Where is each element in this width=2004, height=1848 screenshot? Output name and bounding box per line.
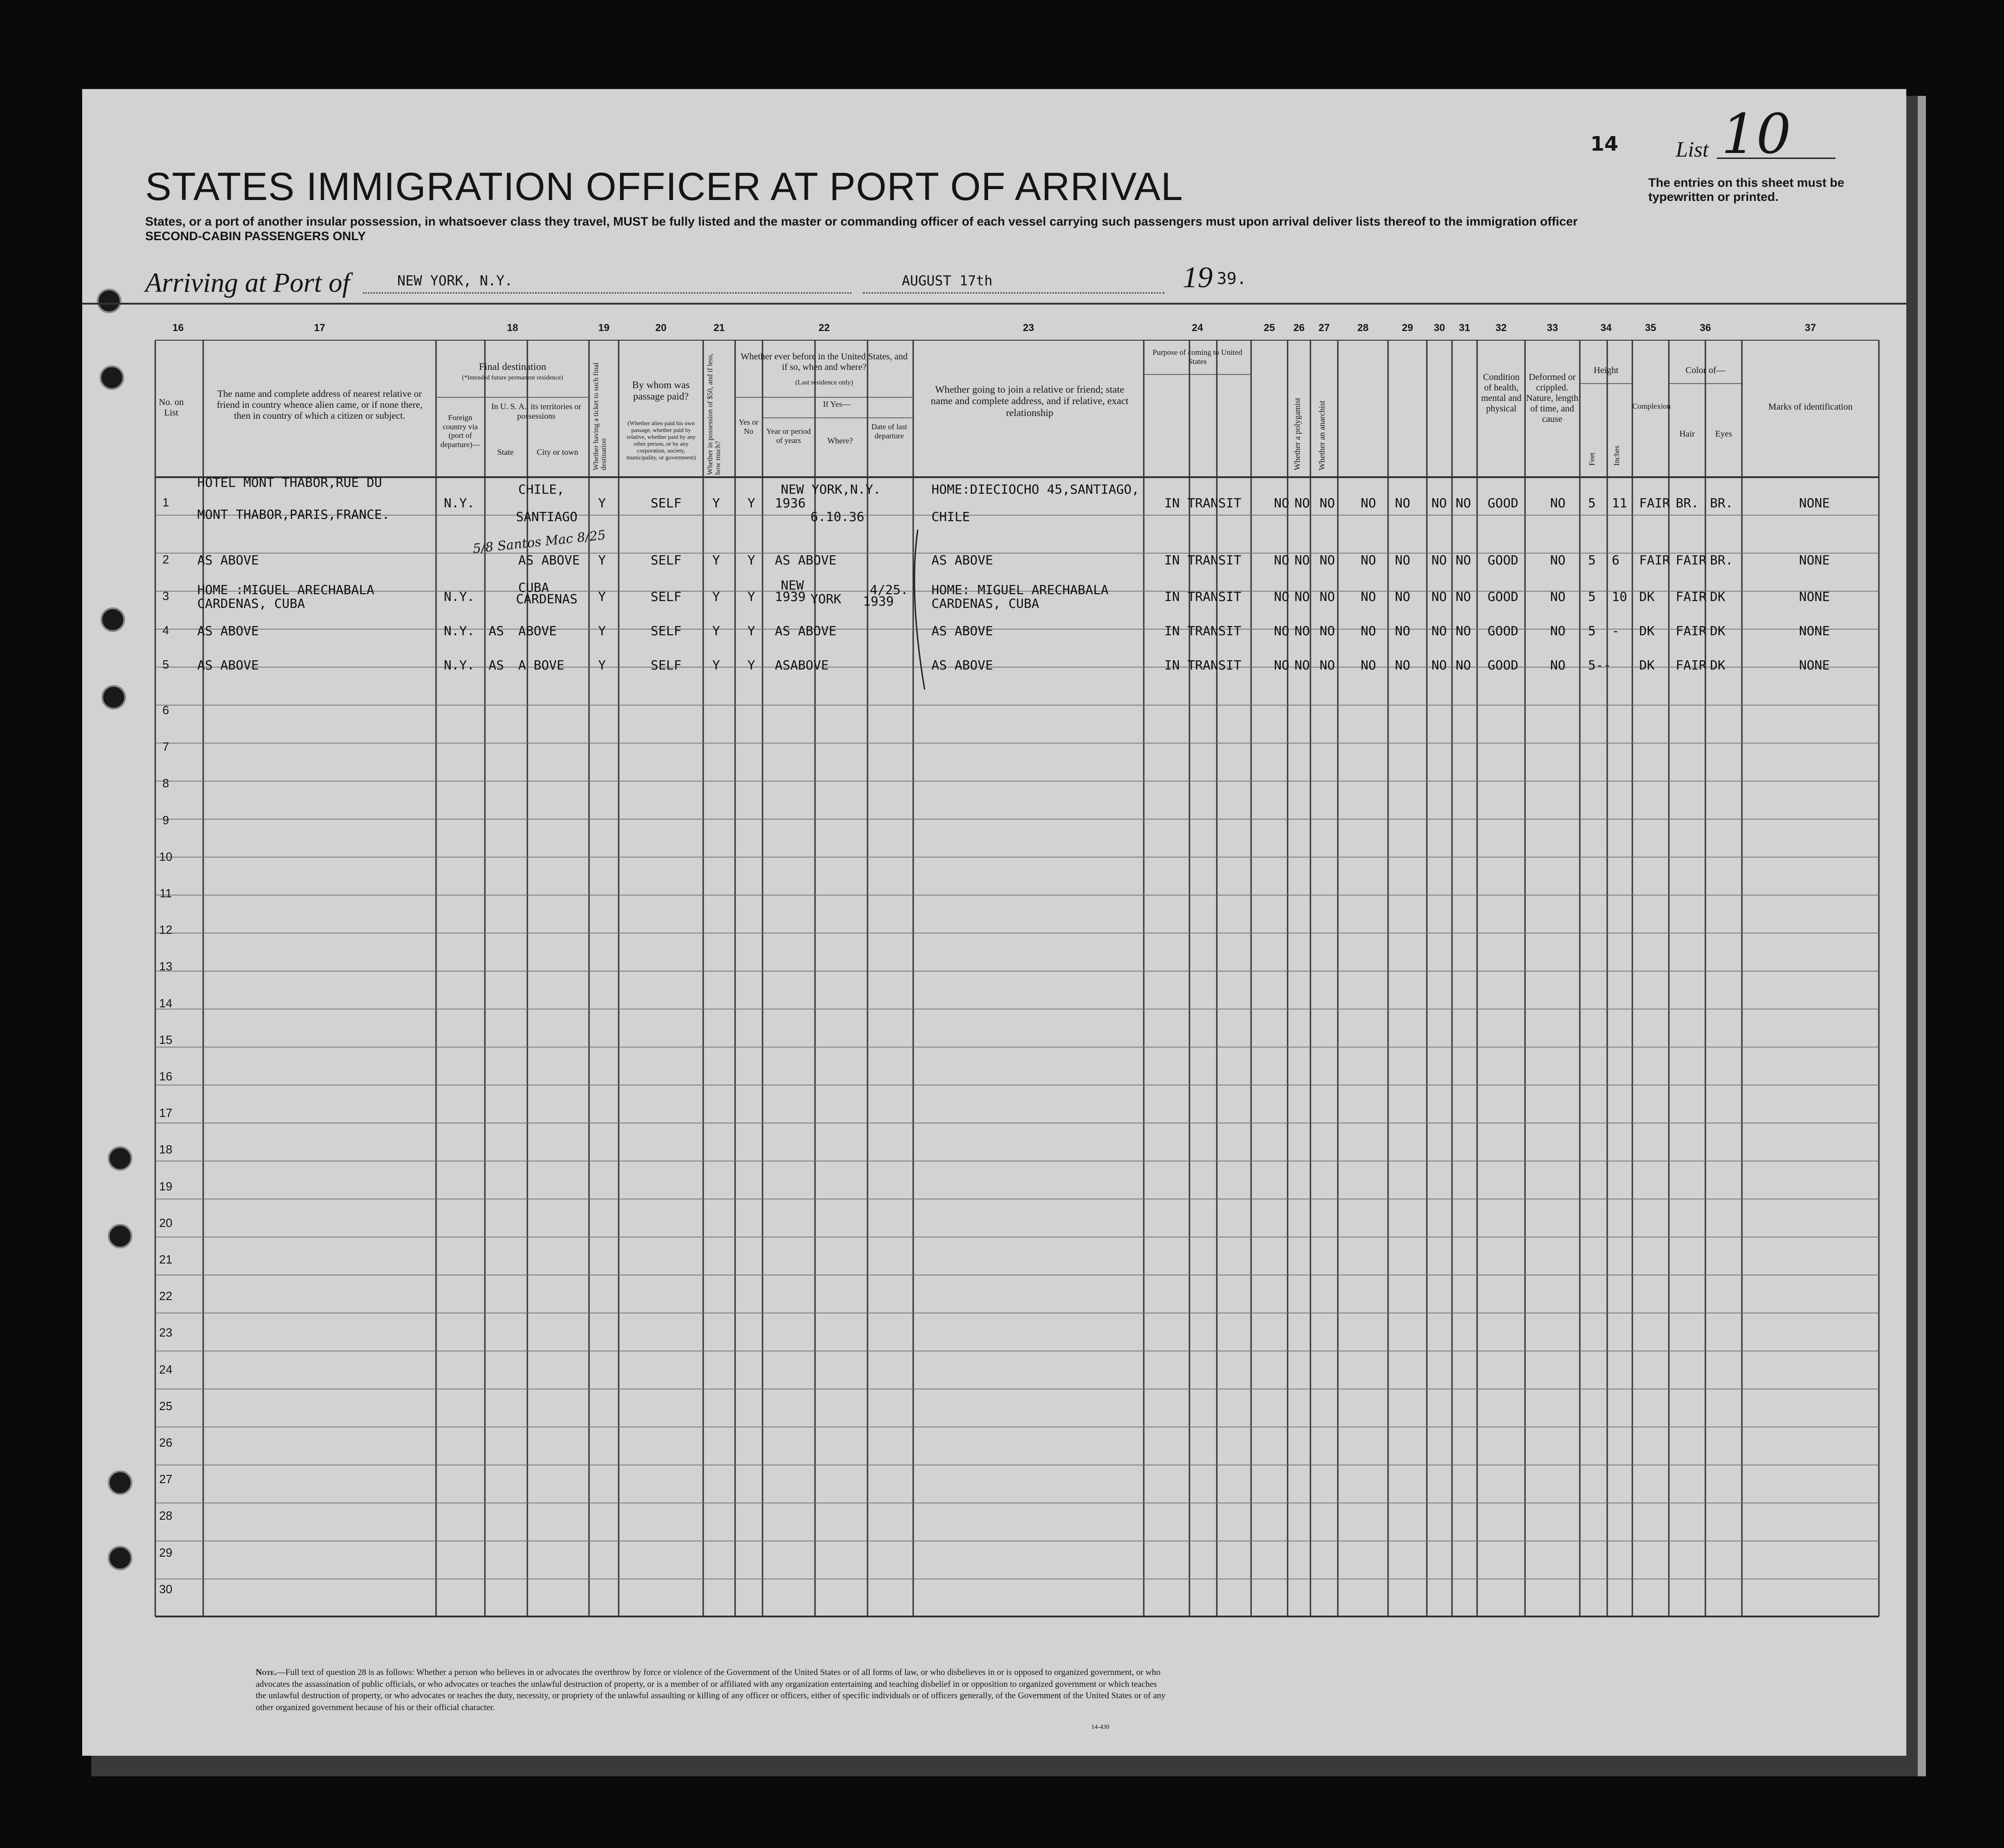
page-title: STATES IMMIGRATION OFFICER AT PORT OF ARRIVAL — [145, 165, 1183, 209]
cell-hair: FAIR — [1676, 589, 1707, 604]
cell-paid-by: SELF — [651, 589, 682, 604]
cell-q29: NO — [1395, 589, 1410, 604]
cell-relative-line1: HOME :MIGUEL ARECHABALA — [197, 582, 374, 597]
year-suffix: 39. — [1217, 269, 1247, 288]
row-number: 25 — [159, 1399, 173, 1413]
col-26: 26 — [1293, 322, 1305, 333]
col-33: 33 — [1546, 322, 1558, 333]
row-number: 16 — [159, 1069, 173, 1083]
cell-eyes: DK — [1710, 623, 1725, 638]
cell-where-line2: YORK — [810, 591, 842, 606]
cell-purpose: IN TRANSIT — [1164, 623, 1241, 638]
cell-relative-line2: CARDENAS, CUBA — [197, 596, 305, 611]
cell-health: GOOD — [1488, 553, 1519, 568]
cell-marks: NONE — [1799, 658, 1830, 673]
hdr-last-residence: (Last residence only) — [795, 379, 853, 386]
cell-q29: NO — [1395, 553, 1410, 568]
cell-ever-before: Y — [747, 553, 755, 568]
col-27: 27 — [1318, 322, 1330, 333]
hdr-foreign-country: Foreign country via (port of departure)— — [440, 413, 480, 449]
hdr-passage-note: (Whether alien paid his own passage, whether paid by relative, whether paid by any other person, or by any corporation, society, municipality, or government) — [626, 420, 696, 461]
hdr-where: Where? — [827, 436, 853, 445]
cell-deformed: NO — [1550, 658, 1566, 673]
cell-has-50: Y — [712, 553, 720, 568]
bracket-mark — [915, 530, 925, 690]
cell-q31: NO — [1456, 589, 1471, 604]
cell-purpose: IN TRANSIT — [1164, 553, 1241, 568]
cell-ever-before: Y — [747, 658, 755, 673]
hdr-final-destination: Final destination — [479, 361, 547, 372]
cell-foreign: N.Y. — [444, 623, 475, 638]
cell-q31: NO — [1456, 623, 1471, 638]
col-16: 16 — [172, 322, 184, 333]
cell-health: GOOD — [1488, 495, 1519, 511]
col-28: 28 — [1357, 322, 1369, 333]
cell-inches: 11 — [1612, 495, 1627, 511]
col-17: 17 — [314, 322, 326, 333]
cell-ever-before: Y — [747, 623, 755, 638]
cell-complexion: DK — [1639, 589, 1655, 604]
cell-feet: 5 — [1588, 623, 1596, 638]
subtitle: States, or a port of another insular possession, in whatsoever class they travel, MUST be fully listed and the master or commanding officer of each vessel carrying such passengers must upon arrival deliver lists thereof to the immigration officer — [145, 215, 1578, 228]
cell-q25: NO — [1274, 589, 1289, 604]
hdr-joining-relative: Whether going to join a relative or friend; state name and complete address, and if relative, exact relationship — [931, 384, 1129, 418]
row-number: 29 — [159, 1545, 173, 1559]
cell-q25: NO — [1274, 623, 1289, 638]
cell-ticket: Y — [598, 589, 606, 604]
cell-q28: NO — [1361, 623, 1376, 638]
hdr-date-departure: Date of last departure — [871, 422, 907, 440]
row-number: 13 — [159, 959, 173, 974]
cell-paid-by: SELF — [651, 495, 682, 511]
cell-complexion: DK — [1639, 623, 1655, 638]
cell-paid-by: SELF — [651, 553, 682, 568]
row-number: 12 — [159, 923, 173, 937]
col-24: 24 — [1192, 322, 1203, 333]
hdr-possession-50: Whether in possession of $50, and if less, how much? — [706, 353, 722, 475]
cell-city-line2: CARDENAS — [516, 591, 578, 606]
cell-departure-line1: 4/25. — [870, 582, 909, 597]
cell-health: GOOD — [1488, 589, 1519, 604]
footnote-label: Note. — [256, 1668, 277, 1677]
arriving-label: Arriving at Port of — [145, 268, 350, 298]
hdr-inches: Inches — [1612, 445, 1621, 466]
list-label: List — [1676, 137, 1709, 162]
cell-where-line2: 6.10.36 — [810, 509, 865, 524]
cell-q30: NO — [1431, 623, 1447, 638]
cell-year: AS ABOVE — [775, 553, 836, 568]
row-number: 27 — [159, 1472, 173, 1486]
cell-q28: NO — [1361, 589, 1376, 604]
col-34: 34 — [1600, 322, 1612, 333]
hdr-yes-no: Yes or No — [738, 418, 759, 436]
cell-has-50: Y — [712, 589, 720, 604]
cell-marks: NONE — [1799, 589, 1830, 604]
cell-relative-line1: AS ABOVE — [197, 623, 259, 638]
footnote-text: —Full text of question 28 is as follows: Whether a person who believes in or advocates the overthrow by force or violence of the Government of the United States or of all forms of law, or who disbelieves in or is opposed to organized government, or who advocates the assassination of public officials, or who advocates or teaches the unlawful destruction of property, or is a member of or affiliated with any organization entertaining and teaching disbelief in or opposition to organized government or which teaches the unlawful destruction of property, or who advocates or teaches the duty, necessity, or propriety of the unlawful assaulting or killing of any officer or officers, either of specific individuals or of officers generally, of the Government of the United States or of any other organized government because of his or their official character. — [256, 1668, 1166, 1712]
cell-deformed: NO — [1550, 553, 1566, 568]
hdr-color-of: Color of— — [1685, 365, 1725, 375]
row-number: 26 — [159, 1436, 173, 1449]
col-35: 35 — [1645, 322, 1657, 333]
cell-deformed: NO — [1550, 623, 1566, 638]
cell-q25: NO — [1274, 553, 1289, 568]
cell-feet: 5-- — [1588, 658, 1611, 673]
hdr-ever-before: Whether ever before in the United States, and if so, when and where? — [741, 352, 908, 372]
cell-city-line2: SANTIAGO — [516, 509, 578, 524]
cell-complexion: FAIR — [1639, 495, 1670, 511]
cell-ticket: Y — [598, 553, 606, 568]
cell-q27: NO — [1320, 589, 1335, 604]
row-number: 30 — [159, 1582, 173, 1596]
entries-note: The entries on this sheet must be typewritten or printed. — [1648, 176, 1845, 204]
cell-q28: NO — [1361, 658, 1376, 673]
cell-purpose: IN TRANSIT — [1164, 658, 1241, 673]
cell-q26: NO — [1294, 553, 1310, 568]
col-22: 22 — [818, 322, 830, 333]
cell-city-line1: A BOVE — [518, 658, 565, 673]
cell-q31: NO — [1456, 658, 1471, 673]
footnote — [256, 1667, 1169, 1714]
cell-joining-line1: AS ABOVE — [931, 623, 993, 638]
cell-where-line1: NEW — [781, 578, 804, 593]
year-prefix: 19 — [1183, 261, 1213, 294]
col-18: 18 — [507, 322, 518, 333]
row-number: 6 — [162, 703, 169, 717]
row-number: 17 — [159, 1106, 173, 1120]
cell-q28: NO — [1361, 553, 1376, 568]
cell-relative-line2: MONT THABOR,PARIS,FRANCE. — [197, 507, 390, 522]
cell-purpose: IN TRANSIT — [1164, 495, 1241, 511]
cell-hair: FAIR — [1676, 623, 1707, 638]
cell-ticket: Y — [598, 623, 606, 638]
row-number: 11 — [159, 886, 172, 900]
row-number: 3 — [162, 589, 169, 603]
hdr-hair: Hair — [1679, 429, 1695, 439]
cell-health: GOOD — [1488, 658, 1519, 673]
cell-ever-before: Y — [747, 589, 755, 604]
row-number: 14 — [159, 996, 173, 1010]
cell-q30: NO — [1431, 589, 1447, 604]
cell-city-line1: AS ABOVE — [518, 553, 580, 568]
cell-has-50: Y — [712, 623, 720, 638]
cell-city-line1: ABOVE — [518, 623, 557, 638]
cell-q29: NO — [1395, 623, 1410, 638]
row-number: 8 — [162, 776, 169, 790]
row-number: 28 — [159, 1509, 173, 1523]
cell-q25: NO — [1274, 495, 1289, 511]
cell-hair: BR. — [1676, 495, 1699, 511]
hdr-final-destination-note: (*Intended future permanent residence) — [462, 374, 563, 381]
cell-paid-by: SELF — [651, 623, 682, 638]
row-number: 1 — [162, 495, 169, 509]
col-32: 32 — [1495, 322, 1507, 333]
hdr-deformed: Deformed or crippled. Nature, length of time, and cause — [1526, 372, 1578, 424]
cell-deformed: NO — [1550, 495, 1566, 511]
hdr-year-period: Year or period of years — [766, 427, 811, 445]
cell-foreign: N.Y. — [444, 589, 475, 604]
cell-q26: NO — [1294, 623, 1310, 638]
cell-ticket: Y — [598, 495, 606, 511]
cell-q29: NO — [1395, 658, 1410, 673]
port-value: NEW YORK, N.Y. — [397, 273, 513, 289]
col-25: 25 — [1263, 322, 1275, 333]
col-19: 19 — [598, 322, 610, 333]
cell-state: AS — [489, 658, 504, 673]
cell-q26: NO — [1294, 495, 1310, 511]
cell-q30: NO — [1431, 658, 1447, 673]
cell-eyes: BR. — [1710, 495, 1733, 511]
row-number: 2 — [162, 553, 169, 566]
row-number: 23 — [159, 1326, 173, 1340]
cell-q27: NO — [1320, 658, 1335, 673]
cell-foreign: N.Y. — [444, 495, 475, 511]
hdr-marks: Marks of identification — [1768, 402, 1853, 412]
cell-eyes: DK — [1710, 658, 1725, 673]
cell-marks: NONE — [1799, 495, 1830, 511]
hdr-eyes: Eyes — [1715, 429, 1732, 439]
cell-q31: NO — [1456, 553, 1471, 568]
cell-relative-line1: HOTEL MONT THABOR,RUE DU — [197, 475, 382, 490]
date-value: AUGUST 17th — [902, 273, 993, 289]
cell-departure-line2: 1939 — [863, 594, 894, 609]
cell-has-50: Y — [712, 658, 720, 673]
cell-q30: NO — [1431, 495, 1447, 511]
cell-q26: NO — [1294, 658, 1310, 673]
cell-eyes: BR. — [1710, 553, 1733, 568]
cell-year: 1939 — [775, 589, 806, 604]
cell-hair: FAIR — [1676, 658, 1707, 673]
list-number-handwritten: 10 — [1721, 103, 1791, 166]
cell-q28: NO — [1361, 495, 1376, 511]
cell-eyes: DK — [1710, 589, 1725, 604]
cell-inches: - — [1612, 623, 1620, 638]
row-number: 10 — [159, 849, 173, 863]
cell-state: AS — [489, 623, 504, 638]
cell-joining-line1: AS ABOVE — [931, 553, 993, 568]
row-number: 20 — [159, 1216, 173, 1230]
col-23: 23 — [1023, 322, 1034, 333]
cell-q26: NO — [1294, 589, 1310, 604]
cell-has-50: Y — [712, 495, 720, 511]
row-number: 24 — [159, 1362, 173, 1376]
cell-marks: NONE — [1799, 553, 1830, 568]
cell-complexion: FAIR — [1639, 553, 1670, 568]
cell-q30: NO — [1431, 553, 1447, 568]
cell-ever-before: Y — [747, 495, 755, 511]
hdr-city: City or town — [537, 448, 579, 457]
cell-city-line1: CHILE, — [518, 482, 565, 497]
hdr-state: State — [497, 448, 514, 457]
hdr-in-usa: In U. S. A., its territories or possessions — [491, 402, 581, 421]
cell-feet: 5 — [1588, 495, 1596, 511]
cell-relative-line1: AS ABOVE — [197, 553, 259, 568]
cell-joining-line2: CHILE — [931, 509, 970, 524]
cell-year: 1936 — [775, 495, 806, 511]
cell-q27: NO — [1320, 553, 1335, 568]
hdr-condition-health: Condition of health, mental and physical — [1481, 372, 1522, 414]
cell-joining-line1: AS ABOVE — [931, 658, 993, 673]
cell-paid-by: SELF — [651, 658, 682, 673]
hdr-feet: Feet — [1588, 452, 1596, 466]
col-37: 37 — [1804, 322, 1816, 333]
cell-purpose: IN TRANSIT — [1164, 589, 1241, 604]
hdr-ticket: Whether having a ticket to such final destination — [592, 362, 608, 470]
form-number: 14-430 — [1091, 1724, 1110, 1731]
cell-q25: NO — [1274, 658, 1289, 673]
cell-hair: FAIR — [1676, 553, 1707, 568]
hdr-no-on-list: No. on List — [158, 397, 184, 418]
cell-relative-line1: AS ABOVE — [197, 658, 259, 673]
cell-joining-line1: HOME:DIECIOCHO 45,SANTIAGO, — [931, 482, 1140, 497]
row-number: 9 — [162, 813, 169, 827]
cell-inches: 10 — [1612, 589, 1627, 604]
cell-inches: 6 — [1612, 553, 1620, 568]
col-31: 31 — [1459, 322, 1470, 333]
row-number: 18 — [159, 1142, 173, 1157]
hdr-complexion: Complexion — [1632, 402, 1671, 411]
cell-health: GOOD — [1488, 623, 1519, 638]
cell-q27: NO — [1320, 623, 1335, 638]
row-number: 22 — [159, 1289, 173, 1303]
col-36: 36 — [1699, 322, 1711, 333]
cell-where-line1: NEW YORK,N.Y. — [781, 482, 881, 497]
hdr-if-yes: If Yes— — [823, 400, 851, 409]
row-number: 19 — [159, 1179, 173, 1193]
cell-q27: NO — [1320, 495, 1335, 511]
col-30: 30 — [1434, 322, 1445, 333]
cell-ticket: Y — [598, 658, 606, 673]
hdr-purpose: Purpose of coming to United States — [1152, 348, 1242, 366]
row-number: 7 — [162, 740, 169, 754]
cell-foreign: N.Y. — [444, 658, 475, 673]
hdr-nearest-relative: The name and complete address of nearest relative or friend in country whence alien came, or if none there, then in country of which a citizen or subject. — [216, 388, 423, 421]
hdr-passage-paid: By whom was passage paid? — [632, 379, 690, 402]
cell-feet: 5 — [1588, 589, 1596, 604]
cell-joining-line2: CARDENAS, CUBA — [931, 596, 1040, 611]
cell-deformed: NO — [1550, 589, 1566, 604]
hdr-anarchist: Whether an anarchist — [1317, 400, 1326, 470]
row-number: 4 — [162, 623, 169, 637]
col-21: 21 — [713, 322, 725, 333]
cell-city-line1: CUBA — [518, 580, 549, 595]
cell-feet: 5 — [1588, 553, 1596, 568]
hdr-height: Height — [1594, 365, 1619, 375]
row-number: 15 — [159, 1032, 173, 1047]
cell-q31: NO — [1456, 495, 1471, 511]
cell-year: ASABOVE — [775, 658, 829, 673]
cell-q29: NO — [1395, 495, 1410, 511]
col-20: 20 — [655, 322, 667, 333]
handwritten-note: 5/8 Santos Mac 8/25 — [472, 527, 607, 557]
row-number: 5 — [162, 658, 169, 671]
row-number: 21 — [159, 1253, 173, 1266]
cell-complexion: DK — [1639, 658, 1655, 673]
col-29: 29 — [1402, 322, 1413, 333]
cell-year: AS ABOVE — [775, 623, 836, 638]
class-line: SECOND-CABIN PASSENGERS ONLY — [145, 229, 366, 243]
cell-joining-line1: HOME: MIGUEL ARECHABALA — [931, 582, 1109, 597]
hdr-polygamist: Whether a polygamist — [1293, 398, 1302, 470]
cell-marks: NONE — [1799, 623, 1830, 638]
sheet-number: 14 — [1590, 132, 1619, 156]
